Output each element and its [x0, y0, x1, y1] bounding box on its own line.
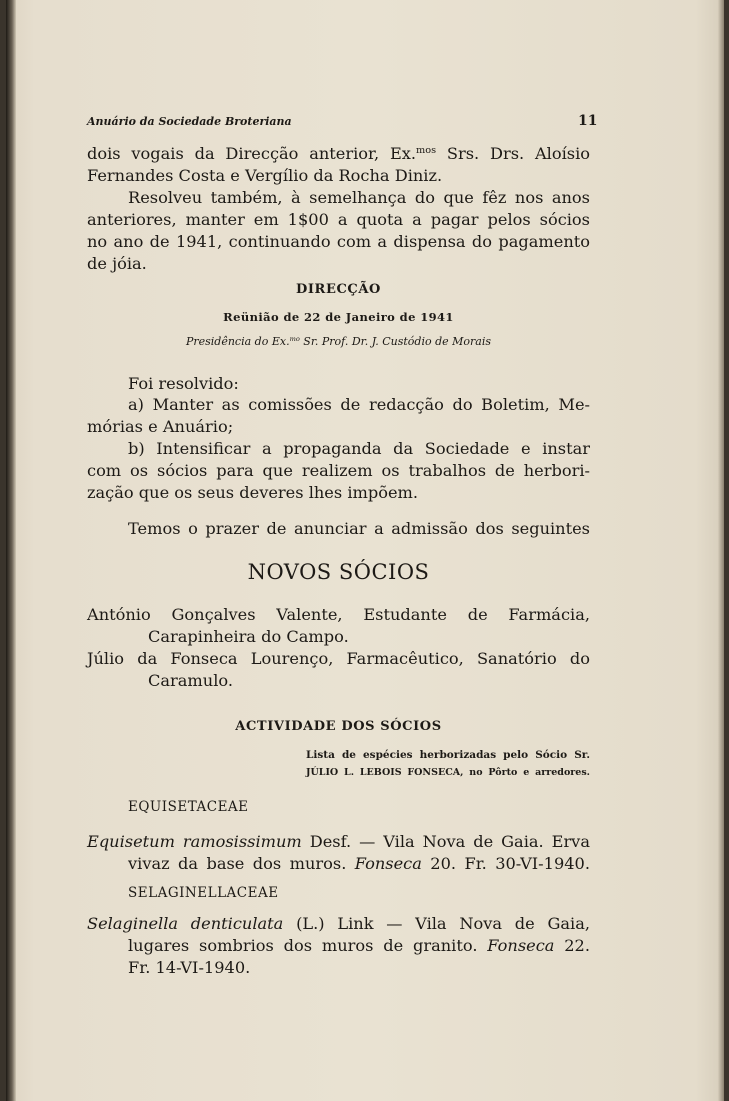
direccao-heading: DIRECÇÃO	[296, 282, 381, 297]
running-title: Anuário da Sociedade Broteriana	[87, 115, 292, 128]
intro-line-5: no ano de 1941, continuando com a dispensa do pagamento	[87, 232, 590, 251]
species-1-name: Equisetum ramosissimum	[87, 832, 302, 851]
species-2-line-3: Fr. 14-VI-1940.	[128, 958, 251, 977]
page-binding-shadow	[6, 0, 16, 1101]
item-a-line-1: a) Manter as comissões de redacção do Boletim, Me-	[128, 395, 590, 414]
intro-line-4: anteriores, manter em 1$00 a quota a pagar pelos sócios	[87, 210, 590, 229]
item-b-line-2: com os sócios para que realizem os trabalhos de herbori-	[87, 461, 590, 480]
intro-line-1: dois vogais da Direcção anterior, Ex.$^{mos}$ Srs. Drs. Aloísio	[87, 144, 590, 163]
member-1-line-2: Carapinheira do Campo.	[148, 627, 349, 646]
item-a-line-2: mórias e Anuário;	[87, 417, 234, 436]
species-2-line-1: Selaginella denticulata (L.) Link — Vila Nova de Gaia,	[87, 914, 591, 933]
item-b-line-1: b) Intensificar a propaganda da Sociedade e instar	[128, 439, 590, 458]
species-2-line-2: lugares sombrios dos muros de granito. Fonseca 22.	[128, 936, 590, 955]
intro-line-2: Fernandes Costa e Vergílio da Rocha Diniz.	[87, 166, 443, 185]
intro-line-3: Resolveu também, à semelhança do que fêz nos anos	[128, 188, 590, 207]
species-1-line-1: Equisetum ramosissimum Desf. — Vila Nova de Gaia. Erva	[87, 832, 590, 851]
resolved-line: Foi resolvido:	[128, 374, 239, 393]
species-1-line-2: vivaz da base dos muros. Fonseca 20. Fr. 30-VI-1940.	[128, 854, 590, 873]
family-heading-selaginellaceae: SELAGINELLACEAE	[128, 885, 279, 901]
meeting-date: Reünião de 22 de Janeiro de 1941	[223, 310, 454, 324]
member-1-line-1: António Gonçalves Valente, Estudante de Farmácia,	[87, 605, 590, 624]
item-b-line-3: zação que os seus deveres lhes impõem.	[87, 483, 419, 502]
page-right-edge	[718, 0, 724, 1101]
book-page	[6, 0, 724, 1101]
presidency-line: Presidência do Ex.$^{mo}$ Sr. Prof. Dr. J. Custódio de Morais	[185, 335, 492, 348]
novos-socios-heading: NOVOS SÓCIOS	[247, 560, 430, 584]
page-number: 11	[578, 113, 598, 129]
member-2-line-1: Júlio da Fonseca Lourenço, Farmacêutico, Sanatório do	[87, 649, 590, 668]
family-heading-equisetaceae: EQUISETACEAE	[128, 799, 249, 815]
species-2-name: Selaginella denticulata	[87, 914, 284, 933]
intro-line-6: de jóia.	[87, 254, 147, 273]
actividade-heading: ACTIVIDADE DOS SÓCIOS	[235, 719, 442, 734]
species-list-intro-1: Lista de espécies herborizadas pelo Sócio Sr.	[306, 749, 590, 761]
member-2-line-2: Caramulo.	[148, 671, 233, 690]
announce-line: Temos o prazer de anunciar a admissão dos seguintes	[128, 519, 590, 538]
species-list-intro-2: JÚLIO L. LEBOIS FONSECA, no Pôrto e arredores.	[306, 767, 590, 778]
